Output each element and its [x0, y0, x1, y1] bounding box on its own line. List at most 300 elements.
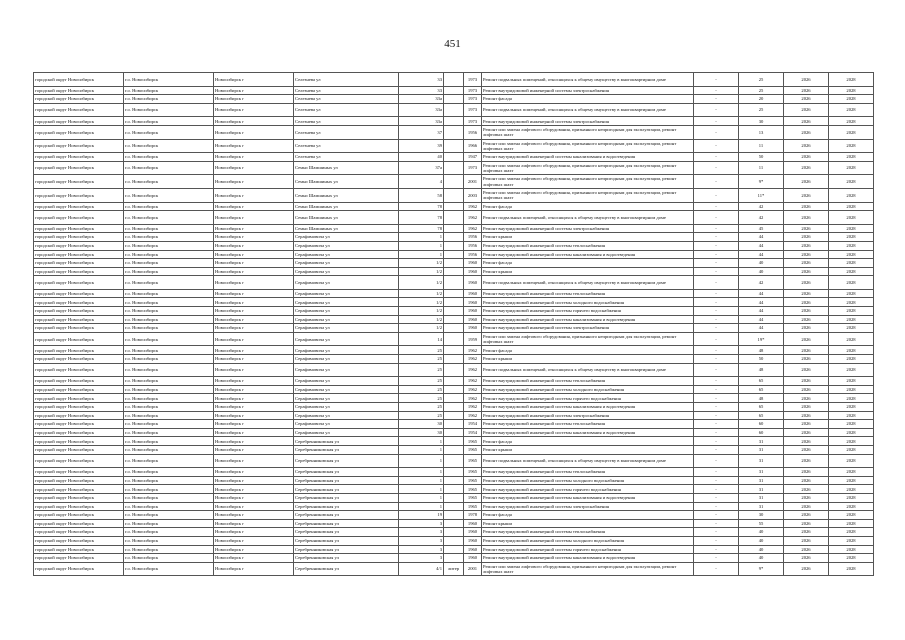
table-row [34, 420, 874, 429]
year-cell: 1965 [464, 485, 482, 494]
house-cell: 33 [399, 86, 444, 95]
house-cell: 1/2 [399, 324, 444, 333]
corpus-cell [444, 554, 464, 563]
corpus-cell [444, 411, 464, 420]
dash-cell: - [694, 536, 739, 545]
amount-cell: 11* [739, 188, 784, 202]
start-year-cell: 2026 [784, 385, 829, 394]
city-cell: Новосибирск г [214, 502, 294, 511]
work-type-cell: Ремонт подвальных помещений, относящихся к общему имуществу в многоквартирном доме [482, 103, 694, 117]
amount-cell: 65 [739, 377, 784, 386]
table-row [34, 377, 874, 386]
district-cell: городской округ Новосибирск [34, 411, 124, 420]
settlement-cell: г.о. Новосибирск [124, 267, 214, 276]
year-cell: 1960 [464, 289, 482, 298]
dash-cell: - [694, 476, 739, 485]
house-cell: 1 [399, 502, 444, 511]
city-cell: Новосибирск г [214, 511, 294, 520]
start-year-cell: 2026 [784, 485, 829, 494]
district-cell: городской округ Новосибирск [34, 95, 124, 104]
house-cell: 1 [399, 493, 444, 502]
city-cell: Новосибирск г [214, 394, 294, 403]
district-cell: городской округ Новосибирск [34, 324, 124, 333]
page-number: 451 [444, 38, 461, 50]
table-row [34, 267, 874, 276]
capital-repair-table [33, 72, 874, 576]
corpus-cell [444, 445, 464, 454]
street-cell: Серафимовича ул [294, 241, 399, 250]
corpus-cell [444, 502, 464, 511]
work-type-cell: Ремонт подвальных помещений, относящихся к общему имуществу в многоквартирном доме [482, 276, 694, 290]
year-cell: 1960 [464, 536, 482, 545]
district-cell: городской округ Новосибирск [34, 554, 124, 563]
start-year-cell: 2026 [784, 502, 829, 511]
table-row [34, 188, 874, 202]
city-cell: Новосибирск г [214, 545, 294, 554]
year-cell: 2001 [464, 175, 482, 189]
amount-cell: 40 [739, 267, 784, 276]
work-type-cell: Ремонт внутридомовой инженерной системы горячего водоснабжения [482, 307, 694, 316]
amount-cell: 40 [739, 259, 784, 268]
start-year-cell: 2026 [784, 562, 829, 576]
corpus-cell [444, 202, 464, 211]
house-cell: 4 [399, 175, 444, 189]
corpus-cell [444, 528, 464, 537]
dash-cell: - [694, 125, 739, 139]
house-cell: 25 [399, 403, 444, 412]
house-cell: 25 [399, 385, 444, 394]
settlement-cell: г.о. Новосибирск [124, 403, 214, 412]
year-cell: 1956 [464, 241, 482, 250]
amount-cell: 13 [739, 125, 784, 139]
dash-cell: - [694, 511, 739, 520]
district-cell: городской округ Новосибирск [34, 298, 124, 307]
start-year-cell: 2026 [784, 346, 829, 355]
amount-cell: 31 [739, 445, 784, 454]
table-row [34, 211, 874, 225]
end-year-cell: 2028 [829, 175, 874, 189]
city-cell: Новосибирск г [214, 403, 294, 412]
house-cell: 40 [399, 153, 444, 162]
corpus-cell [444, 298, 464, 307]
settlement-cell: г.о. Новосибирск [124, 377, 214, 386]
district-cell: городской округ Новосибирск [34, 332, 124, 346]
settlement-cell: г.о. Новосибирск [124, 528, 214, 537]
amount-cell: 45 [739, 224, 784, 233]
table-row [34, 298, 874, 307]
settlement-cell: г.о. Новосибирск [124, 202, 214, 211]
house-cell: 4/1 [399, 562, 444, 576]
table-row [34, 468, 874, 477]
district-cell: городской округ Новосибирск [34, 153, 124, 162]
start-year-cell: 2026 [784, 394, 829, 403]
work-type-cell: Ремонт фасада [482, 95, 694, 104]
house-cell: 25 [399, 346, 444, 355]
dash-cell: - [694, 420, 739, 429]
year-cell: 1959 [464, 332, 482, 346]
corpus-cell [444, 315, 464, 324]
house-cell: 78 [399, 202, 444, 211]
city-cell: Новосибирск г [214, 562, 294, 576]
work-type-cell: Ремонт внутридомовой инженерной системы холодного водоснабжения [482, 476, 694, 485]
end-year-cell: 2028 [829, 250, 874, 259]
amount-cell: 31 [739, 437, 784, 446]
corpus-cell [444, 394, 464, 403]
year-cell: 1954 [464, 428, 482, 437]
end-year-cell: 2028 [829, 394, 874, 403]
settlement-cell: г.о. Новосибирск [124, 276, 214, 290]
end-year-cell: 2028 [829, 332, 874, 346]
amount-cell: 25 [739, 86, 784, 95]
street-cell: Серебренниковская ул [294, 536, 399, 545]
table-row [34, 103, 874, 117]
amount-cell: 40 [739, 545, 784, 554]
settlement-cell: г.о. Новосибирск [124, 355, 214, 364]
city-cell: Новосибирск г [214, 385, 294, 394]
year-cell: 1960 [464, 528, 482, 537]
street-cell: Селезнева ул [294, 73, 399, 87]
year-cell: 1956 [464, 233, 482, 242]
end-year-cell: 2028 [829, 233, 874, 242]
dash-cell: - [694, 332, 739, 346]
year-cell: 1965 [464, 437, 482, 446]
table-row [34, 117, 874, 126]
start-year-cell: 2026 [784, 211, 829, 225]
street-cell: Серафимовича ул [294, 259, 399, 268]
start-year-cell: 2026 [784, 428, 829, 437]
street-cell: Селезнева ул [294, 153, 399, 162]
dash-cell: - [694, 493, 739, 502]
dash-cell: - [694, 233, 739, 242]
house-cell: 1 [399, 485, 444, 494]
district-cell: городской округ Новосибирск [34, 73, 124, 87]
city-cell: Новосибирск г [214, 161, 294, 175]
street-cell: Селезнева ул [294, 125, 399, 139]
street-cell: Серафимовича ул [294, 276, 399, 290]
district-cell: городской округ Новосибирск [34, 545, 124, 554]
year-cell: 1947 [464, 153, 482, 162]
city-cell: Новосибирск г [214, 103, 294, 117]
corpus-cell [444, 536, 464, 545]
table-row [34, 528, 874, 537]
settlement-cell: г.о. Новосибирск [124, 332, 214, 346]
start-year-cell: 2026 [784, 454, 829, 468]
start-year-cell: 2026 [784, 298, 829, 307]
city-cell: Новосибирск г [214, 233, 294, 242]
dash-cell: - [694, 519, 739, 528]
start-year-cell: 2026 [784, 315, 829, 324]
house-cell: 1/2 [399, 315, 444, 324]
district-cell: городской округ Новосибирск [34, 363, 124, 377]
corpus-cell [444, 363, 464, 377]
work-type-cell: Ремонт внутридомовой инженерной системы холодного водоснабжения [482, 385, 694, 394]
dash-cell: - [694, 394, 739, 403]
table-row [34, 554, 874, 563]
city-cell: Новосибирск г [214, 445, 294, 454]
work-type-cell: Ремонт внутридомовой инженерной системы теплоснабжения [482, 420, 694, 429]
street-cell: Серафимовича ул [294, 307, 399, 316]
district-cell: городской округ Новосибирск [34, 346, 124, 355]
district-cell: городской округ Новосибирск [34, 377, 124, 386]
dash-cell: - [694, 86, 739, 95]
amount-cell: 50 [739, 153, 784, 162]
house-cell: 1 [399, 233, 444, 242]
district-cell: городской округ Новосибирск [34, 233, 124, 242]
settlement-cell: г.о. Новосибирск [124, 411, 214, 420]
city-cell: Новосибирск г [214, 307, 294, 316]
district-cell: городской округ Новосибирск [34, 117, 124, 126]
settlement-cell: г.о. Новосибирск [124, 211, 214, 225]
work-type-cell: Ремонт фасада [482, 259, 694, 268]
settlement-cell: г.о. Новосибирск [124, 175, 214, 189]
year-cell: 1960 [464, 276, 482, 290]
year-cell: 2003 [464, 188, 482, 202]
street-cell: Селезнева ул [294, 103, 399, 117]
end-year-cell: 2028 [829, 554, 874, 563]
work-type-cell: Ремонт или замена лифтового оборудования, признанного непригодным для эксплуатации, ремонт лифтовых шахт [482, 562, 694, 576]
table-row [34, 241, 874, 250]
corpus-cell [444, 385, 464, 394]
end-year-cell: 2028 [829, 117, 874, 126]
table-row [34, 562, 874, 576]
start-year-cell: 2026 [784, 95, 829, 104]
street-cell: Серафимовича ул [294, 420, 399, 429]
district-cell: городской округ Новосибирск [34, 403, 124, 412]
amount-cell: 44 [739, 324, 784, 333]
street-cell: Серебренниковская ул [294, 554, 399, 563]
amount-cell: 65 [739, 385, 784, 394]
dash-cell: - [694, 528, 739, 537]
table-row [34, 355, 874, 364]
work-type-cell: Ремонт внутридомовой инженерной системы электроснабжения [482, 411, 694, 420]
city-cell: Новосибирск г [214, 125, 294, 139]
district-cell: городской округ Новосибирск [34, 355, 124, 364]
table-row [34, 485, 874, 494]
corpus-cell [444, 241, 464, 250]
settlement-cell: г.о. Новосибирск [124, 125, 214, 139]
house-cell: 1/2 [399, 307, 444, 316]
work-type-cell: Ремонт внутридомовой инженерной системы канализования и водоотведения [482, 428, 694, 437]
corpus-cell [444, 188, 464, 202]
table-row [34, 276, 874, 290]
city-cell: Новосибирск г [214, 259, 294, 268]
year-cell: 1965 [464, 476, 482, 485]
dash-cell: - [694, 445, 739, 454]
settlement-cell: г.о. Новосибирск [124, 493, 214, 502]
work-type-cell: Ремонт внутридомовой инженерной системы теплоснабжения [482, 289, 694, 298]
city-cell: Новосибирск г [214, 346, 294, 355]
work-type-cell: Ремонт подвальных помещений, относящихся к общему имуществу в многоквартирном доме [482, 454, 694, 468]
settlement-cell: г.о. Новосибирск [124, 307, 214, 316]
table-row [34, 315, 874, 324]
year-cell: 1960 [464, 315, 482, 324]
year-cell: 1965 [464, 502, 482, 511]
settlement-cell: г.о. Новосибирск [124, 153, 214, 162]
settlement-cell: г.о. Новосибирск [124, 346, 214, 355]
settlement-cell: г.о. Новосибирск [124, 428, 214, 437]
city-cell: Новосибирск г [214, 528, 294, 537]
table-row [34, 394, 874, 403]
end-year-cell: 2028 [829, 73, 874, 87]
work-type-cell: Ремонт крыши [482, 445, 694, 454]
year-cell: 1962 [464, 202, 482, 211]
end-year-cell: 2028 [829, 307, 874, 316]
amount-cell: 31 [739, 485, 784, 494]
dash-cell: - [694, 153, 739, 162]
table-body [34, 73, 874, 576]
corpus-cell [444, 324, 464, 333]
settlement-cell: г.о. Новосибирск [124, 95, 214, 104]
work-type-cell: Ремонт внутридомовой инженерной системы холодного водоснабжения [482, 298, 694, 307]
work-type-cell: Ремонт крыши [482, 267, 694, 276]
corpus-cell [444, 476, 464, 485]
house-cell: 3 [399, 536, 444, 545]
amount-cell: 42 [739, 211, 784, 225]
dash-cell: - [694, 324, 739, 333]
year-cell: 1973 [464, 86, 482, 95]
year-cell: 1960 [464, 298, 482, 307]
start-year-cell: 2026 [784, 125, 829, 139]
end-year-cell: 2028 [829, 241, 874, 250]
end-year-cell: 2028 [829, 346, 874, 355]
end-year-cell: 2028 [829, 502, 874, 511]
end-year-cell: 2028 [829, 363, 874, 377]
end-year-cell: 2028 [829, 445, 874, 454]
end-year-cell: 2028 [829, 493, 874, 502]
work-type-cell: Ремонт внутридомовой инженерной системы канализования и водоотведения [482, 554, 694, 563]
table-row [34, 153, 874, 162]
year-cell: 1962 [464, 363, 482, 377]
house-cell: 1/2 [399, 289, 444, 298]
city-cell: Новосибирск г [214, 485, 294, 494]
city-cell: Новосибирск г [214, 86, 294, 95]
house-cell: 37а [399, 161, 444, 175]
city-cell: Новосибирск г [214, 289, 294, 298]
corpus-cell [444, 511, 464, 520]
year-cell: 1962 [464, 394, 482, 403]
street-cell: Серебренниковская ул [294, 511, 399, 520]
start-year-cell: 2026 [784, 511, 829, 520]
table-row [34, 175, 874, 189]
start-year-cell: 2026 [784, 250, 829, 259]
table-row [34, 259, 874, 268]
corpus-cell [444, 428, 464, 437]
street-cell: Серафимовича ул [294, 363, 399, 377]
street-cell: Серафимовича ул [294, 411, 399, 420]
amount-cell: 48 [739, 394, 784, 403]
amount-cell: 55 [739, 519, 784, 528]
start-year-cell: 2026 [784, 73, 829, 87]
year-cell: 1973 [464, 95, 482, 104]
house-cell: 78 [399, 211, 444, 225]
house-cell: 33а [399, 103, 444, 117]
amount-cell: 44 [739, 315, 784, 324]
corpus-cell [444, 95, 464, 104]
dash-cell: - [694, 188, 739, 202]
start-year-cell: 2026 [784, 324, 829, 333]
dash-cell: - [694, 73, 739, 87]
start-year-cell: 2026 [784, 519, 829, 528]
settlement-cell: г.о. Новосибирск [124, 420, 214, 429]
city-cell: Новосибирск г [214, 420, 294, 429]
dash-cell: - [694, 250, 739, 259]
start-year-cell: 2026 [784, 86, 829, 95]
street-cell: Серафимовича ул [294, 233, 399, 242]
work-type-cell: Ремонт внутридомовой инженерной системы электроснабжения [482, 117, 694, 126]
district-cell: городской округ Новосибирск [34, 420, 124, 429]
house-cell: 19 [399, 511, 444, 520]
end-year-cell: 2028 [829, 259, 874, 268]
dash-cell: - [694, 562, 739, 576]
work-type-cell: Ремонт внутридомовой инженерной системы холодного водоснабжения [482, 536, 694, 545]
table-row [34, 202, 874, 211]
table-row [34, 224, 874, 233]
street-cell: Серафимовича ул [294, 250, 399, 259]
street-cell: Селезнева ул [294, 95, 399, 104]
corpus-cell [444, 545, 464, 554]
settlement-cell: г.о. Новосибирск [124, 554, 214, 563]
work-type-cell: Ремонт или замена лифтового оборудования, признанного непригодным для эксплуатации, ремонт лифтовых шахт [482, 188, 694, 202]
amount-cell: 44 [739, 307, 784, 316]
dash-cell: - [694, 377, 739, 386]
dash-cell: - [694, 117, 739, 126]
city-cell: Новосибирск г [214, 468, 294, 477]
house-cell: 1/2 [399, 259, 444, 268]
end-year-cell: 2028 [829, 86, 874, 95]
work-type-cell: Ремонт внутридомовой инженерной системы горячего водоснабжения [482, 485, 694, 494]
settlement-cell: г.о. Новосибирск [124, 519, 214, 528]
work-type-cell: Ремонт или замена лифтового оборудования, признанного непригодным для эксплуатации, ремонт лифтовых шахт [482, 161, 694, 175]
year-cell: 1962 [464, 411, 482, 420]
table-row [34, 250, 874, 259]
settlement-cell: г.о. Новосибирск [124, 545, 214, 554]
district-cell: городской округ Новосибирск [34, 519, 124, 528]
amount-cell: 44 [739, 250, 784, 259]
dash-cell: - [694, 355, 739, 364]
district-cell: городской округ Новосибирск [34, 502, 124, 511]
settlement-cell: г.о. Новосибирск [124, 468, 214, 477]
city-cell: Новосибирск г [214, 377, 294, 386]
amount-cell: 50 [739, 355, 784, 364]
work-type-cell: Ремонт или замена лифтового оборудования, признанного непригодным для эксплуатации, ремонт лифтовых шахт [482, 139, 694, 153]
amount-cell: 30 [739, 117, 784, 126]
house-cell: 1 [399, 445, 444, 454]
dash-cell: - [694, 175, 739, 189]
street-cell: Серафимовича ул [294, 428, 399, 437]
street-cell: Серебренниковская ул [294, 502, 399, 511]
dash-cell: - [694, 554, 739, 563]
house-cell: 1/2 [399, 276, 444, 290]
table-row [34, 454, 874, 468]
table-row [34, 437, 874, 446]
start-year-cell: 2026 [784, 377, 829, 386]
end-year-cell: 2028 [829, 211, 874, 225]
district-cell: городской округ Новосибирск [34, 267, 124, 276]
city-cell: Новосибирск г [214, 202, 294, 211]
district-cell: городской округ Новосибирск [34, 485, 124, 494]
dash-cell: - [694, 267, 739, 276]
year-cell: 1962 [464, 355, 482, 364]
city-cell: Новосибирск г [214, 224, 294, 233]
table-row [34, 428, 874, 437]
city-cell: Новосибирск г [214, 519, 294, 528]
city-cell: Новосибирск г [214, 355, 294, 364]
work-type-cell: Ремонт или замена лифтового оборудования, признанного непригодным для эксплуатации, ремонт лифтовых шахт [482, 332, 694, 346]
house-cell: 1 [399, 468, 444, 477]
end-year-cell: 2028 [829, 411, 874, 420]
dash-cell: - [694, 289, 739, 298]
district-cell: городской округ Новосибирск [34, 175, 124, 189]
